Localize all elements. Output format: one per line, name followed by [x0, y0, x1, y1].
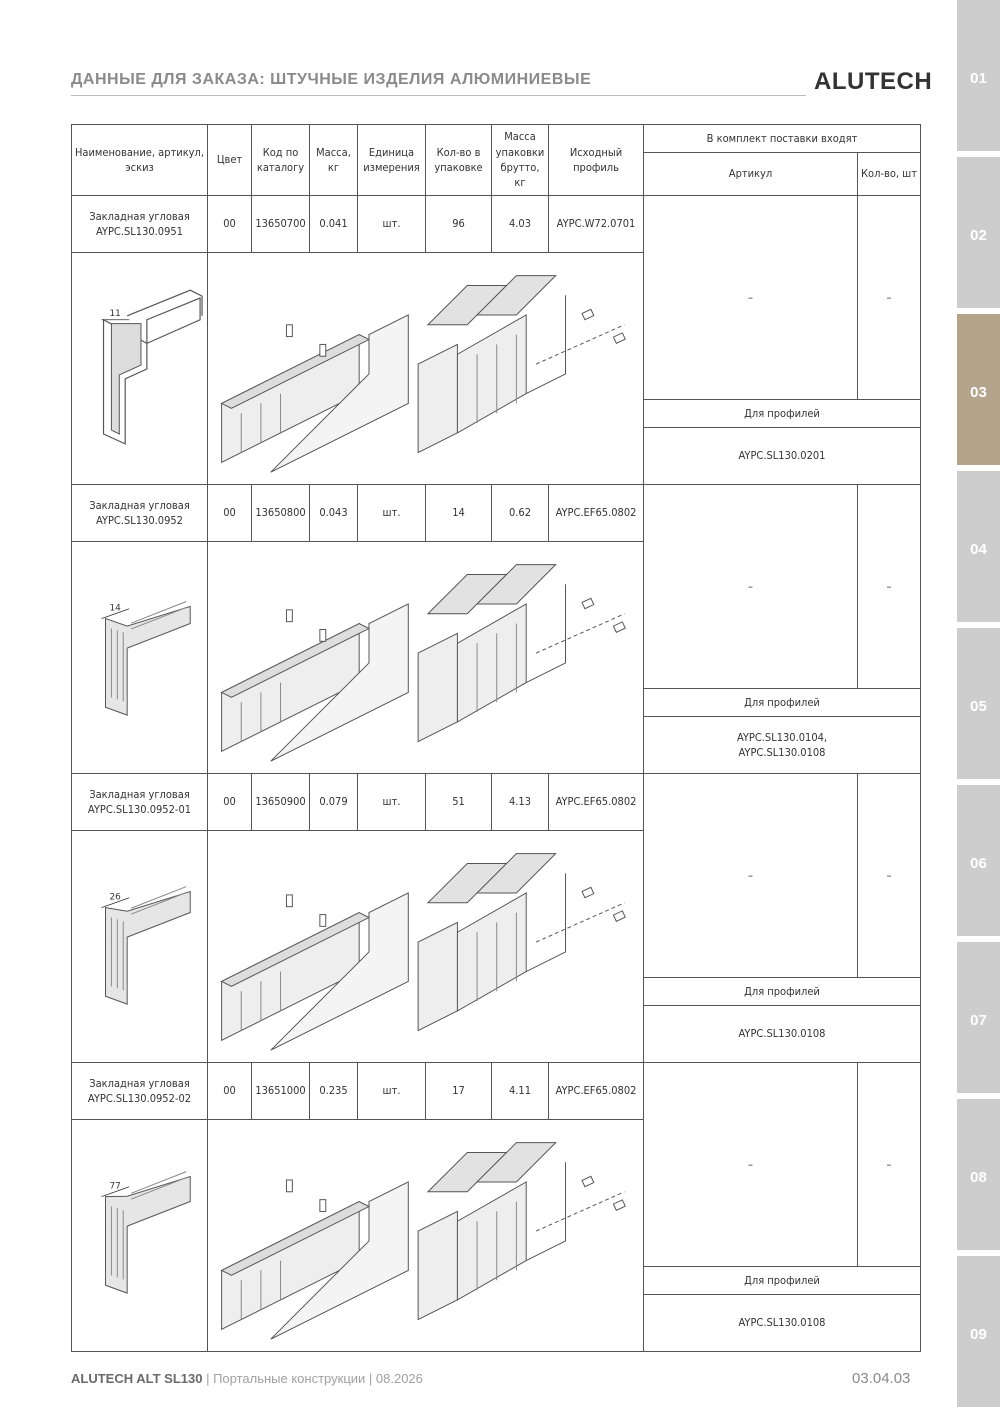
header-kit-article: Артикул	[644, 153, 858, 196]
order-table	[71, 124, 921, 1352]
kit-qty-cell: –	[858, 485, 921, 689]
cell-mass: 0.043	[310, 485, 358, 542]
cell-profile: AYPC.EF65.0802	[549, 1063, 644, 1120]
header-profile: Исходный профиль	[549, 125, 644, 196]
cell-qty: 96	[426, 196, 492, 253]
cell-pack-mass: 4.13	[492, 774, 549, 831]
table-row	[72, 196, 921, 253]
table-row	[72, 1063, 921, 1120]
for-profiles-value: AYPC.SL130.0108	[644, 1006, 921, 1063]
sketch-drawing	[72, 834, 206, 1060]
header-code: Код по каталогу	[252, 125, 310, 196]
assembly-cell	[208, 253, 644, 485]
item-name-cell	[72, 485, 208, 542]
header-qty: Кол-во в упаковке	[426, 125, 492, 196]
cell-profile: AYPC.W72.0701	[549, 196, 644, 253]
cell-qty: 14	[426, 485, 492, 542]
brand-logo: ALUTECH	[814, 68, 933, 95]
header-pack-mass: Масса упаковки брутто, кг	[492, 125, 549, 196]
page-number: 03.04.03	[852, 1370, 911, 1387]
for-profiles-label: Для профилей	[644, 689, 921, 717]
sketch-cell	[72, 831, 208, 1063]
tab-01[interactable]: 01	[957, 0, 1000, 151]
for-profiles-value: AYPC.SL130.0108	[644, 1295, 921, 1352]
dimension-label: 26	[109, 892, 121, 903]
for-profiles-value: AYPC.SL130.0104, AYPC.SL130.0108	[644, 717, 921, 774]
tab-09[interactable]: 09	[957, 1256, 1000, 1407]
assembly-drawing	[208, 256, 642, 482]
kit-qty-cell: –	[858, 1063, 921, 1267]
cell-mass: 0.079	[310, 774, 358, 831]
item-name: Закладная угловая	[89, 787, 190, 801]
cell-code: 13650900	[252, 774, 310, 831]
item-article: AYPC.SL130.0952-01	[87, 803, 192, 816]
tab-04[interactable]: 04	[957, 471, 1000, 622]
kit-article-cell: –	[644, 774, 858, 978]
cell-unit: шт.	[358, 1063, 426, 1120]
sketch-cell	[72, 1120, 208, 1352]
cell-pack-mass: 4.03	[492, 196, 549, 253]
assembly-drawing	[208, 545, 642, 771]
cell-profile: AYPC.EF65.0802	[549, 485, 644, 542]
cell-color: 00	[208, 196, 252, 253]
header-divider	[71, 95, 806, 96]
tab-07[interactable]: 07	[957, 942, 1000, 1093]
item-name: Закладная угловая	[89, 1076, 190, 1090]
sketch-drawing	[72, 545, 206, 771]
header-name: Наименование, артикул, эскиз	[72, 125, 208, 196]
kit-article-cell: –	[644, 1063, 858, 1267]
header-unit: Единица измерения	[358, 125, 426, 196]
cell-mass: 0.235	[310, 1063, 358, 1120]
assembly-drawing	[208, 1123, 642, 1349]
for-profiles-value: AYPC.SL130.0201	[644, 428, 921, 485]
header-color: Цвет	[208, 125, 252, 196]
assembly-drawing	[208, 834, 642, 1060]
page-title: ДАННЫЕ ДЛЯ ЗАКАЗА: ШТУЧНЫЕ ИЗДЕЛИЯ АЛЮМИНИЕВЫЕ	[71, 71, 592, 88]
cell-color: 00	[208, 1063, 252, 1120]
sketch-cell	[72, 253, 208, 485]
header-kit-qty: Кол-во, шт	[858, 153, 921, 196]
cell-unit: шт.	[358, 774, 426, 831]
kit-qty-cell: –	[858, 774, 921, 978]
cell-unit: шт.	[358, 485, 426, 542]
tab-02[interactable]: 02	[957, 157, 1000, 308]
for-profiles-label: Для профилей	[644, 1267, 921, 1295]
dimension-label: 77	[109, 1181, 121, 1192]
item-name: Закладная угловая	[89, 209, 190, 223]
cell-profile: AYPC.EF65.0802	[549, 774, 644, 831]
table-row	[72, 774, 921, 831]
item-article: AYPC.SL130.0952-02	[87, 1092, 192, 1105]
cell-color: 00	[208, 485, 252, 542]
tab-08[interactable]: 08	[957, 1099, 1000, 1250]
tab-05[interactable]: 05	[957, 628, 1000, 779]
dimension-label: 14	[109, 603, 121, 614]
item-name-cell	[72, 1063, 208, 1120]
cell-qty: 17	[426, 1063, 492, 1120]
footer-info	[71, 1371, 423, 1386]
for-profiles-label: Для профилей	[644, 400, 921, 428]
item-article: AYPC.SL130.0951	[96, 225, 183, 238]
cell-code: 13651000	[252, 1063, 310, 1120]
kit-article-cell: –	[644, 485, 858, 689]
sketch-drawing	[72, 1123, 206, 1349]
assembly-cell	[208, 542, 644, 774]
footer-details: | Портальные конструкции | 08.2026	[202, 1371, 423, 1386]
cell-pack-mass: 4.11	[492, 1063, 549, 1120]
footer-brand: ALUTECH ALT SL130	[71, 1371, 203, 1386]
sketch-drawing	[72, 256, 206, 482]
cell-code: 13650800	[252, 485, 310, 542]
cell-code: 13650700	[252, 196, 310, 253]
sketch-cell	[72, 542, 208, 774]
header-kit: В комплект поставки входят	[644, 125, 921, 153]
cell-qty: 51	[426, 774, 492, 831]
section-tabs	[957, 0, 1000, 1415]
cell-mass: 0.041	[310, 196, 358, 253]
item-name-cell	[72, 196, 208, 253]
kit-article-cell: –	[644, 196, 858, 400]
tab-06[interactable]: 06	[957, 785, 1000, 936]
cell-pack-mass: 0.62	[492, 485, 549, 542]
header-mass: Масса, кг	[310, 125, 358, 196]
kit-qty-cell: –	[858, 196, 921, 400]
for-profiles-label: Для профилей	[644, 978, 921, 1006]
assembly-cell	[208, 1120, 644, 1352]
cell-unit: шт.	[358, 196, 426, 253]
item-name-cell	[72, 774, 208, 831]
cell-color: 00	[208, 774, 252, 831]
table-row	[72, 485, 921, 542]
tab-03[interactable]: 03	[957, 314, 1000, 465]
assembly-cell	[208, 831, 644, 1063]
item-article: AYPC.SL130.0952	[96, 514, 183, 527]
item-name: Закладная угловая	[89, 498, 190, 512]
dimension-label: 11	[109, 308, 121, 319]
